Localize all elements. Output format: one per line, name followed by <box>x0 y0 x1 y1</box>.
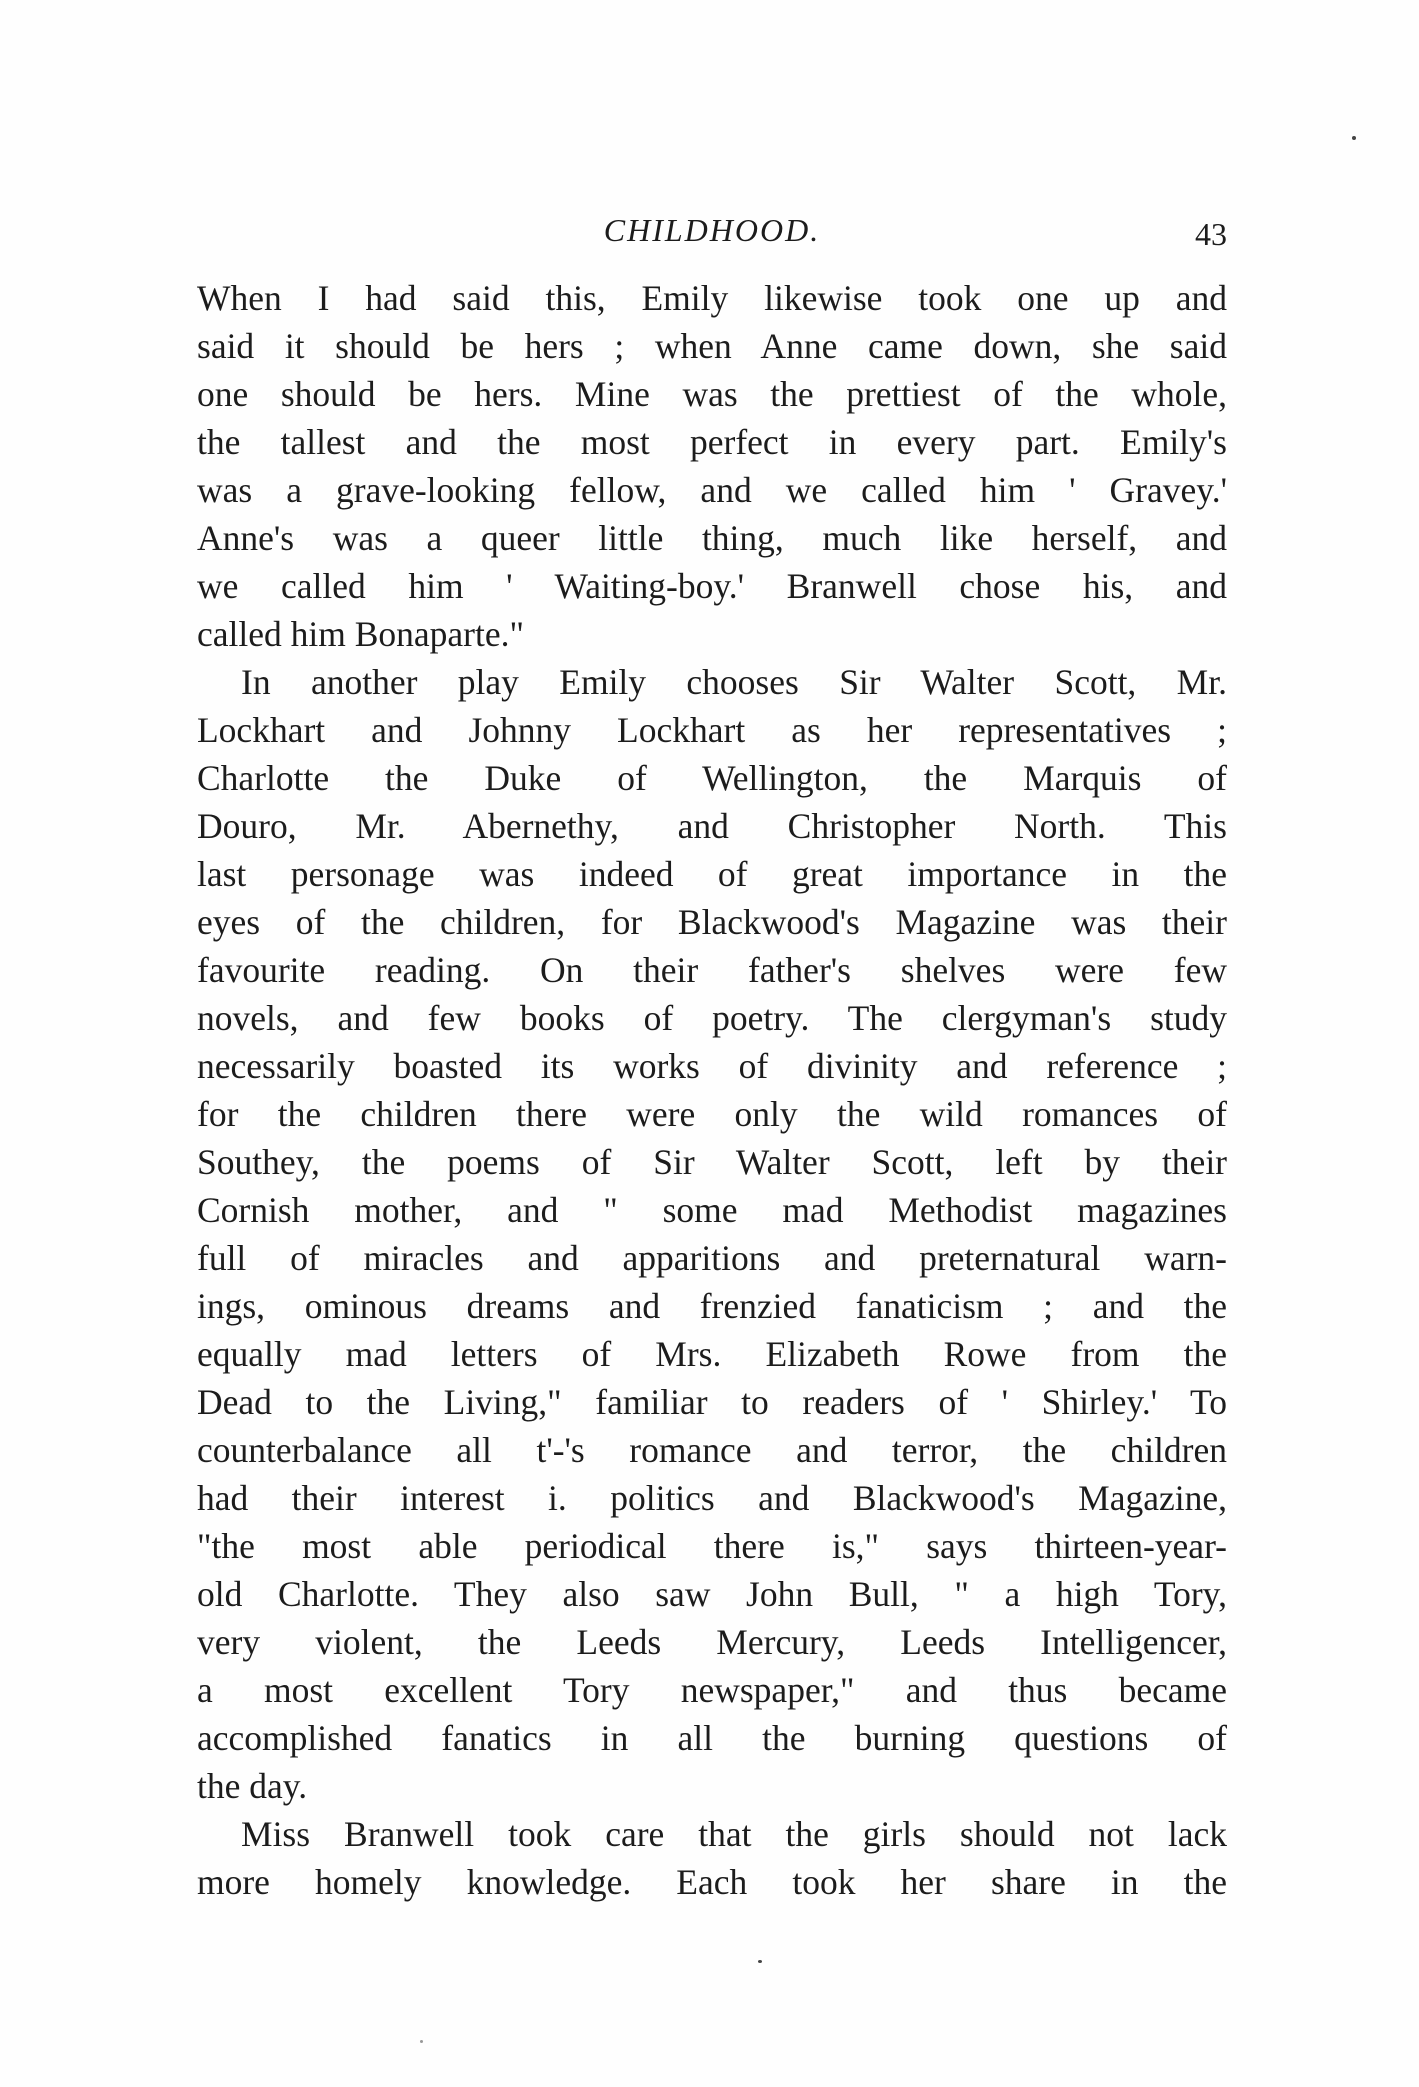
paragraph-3 <box>197 1810 1227 1906</box>
text-line: ings, ominous dreams and frenzied fanaticism ; and the <box>197 1286 1227 1326</box>
text-line: we called him ' Waiting-boy.' Branwell chose his, and <box>197 566 1227 606</box>
running-head <box>197 212 1227 256</box>
text-line: When I had said this, Emily likewise took one up and <box>197 278 1227 318</box>
text-line: very violent, the Leeds Mercury, Leeds Intelligencer, <box>197 1622 1227 1662</box>
text-line: last personage was indeed of great importance in the <box>197 854 1227 894</box>
text-line: a most excellent Tory newspaper," and thus became <box>197 1670 1227 1710</box>
paragraph-1 <box>197 274 1227 658</box>
paragraph-2 <box>197 658 1227 1810</box>
scan-speck <box>1352 136 1356 140</box>
text-line: In another play Emily chooses Sir Walter Scott, Mr. <box>241 662 1227 702</box>
text-line: necessarily boasted its works of divinity and reference ; <box>197 1046 1227 1086</box>
text-line: novels, and few books of poetry. The clergyman's study <box>197 998 1227 1038</box>
text-line: Dead to the Living," familiar to readers of ' Shirley.' To <box>197 1382 1227 1422</box>
text-line: Anne's was a queer little thing, much like herself, and <box>197 518 1227 558</box>
text-line: favourite reading. On their father's shelves were few <box>197 950 1227 990</box>
page-number: 43 <box>1195 216 1227 252</box>
text-line: Miss Branwell took care that the girls should not lack <box>241 1814 1227 1854</box>
text-line: full of miracles and apparitions and preternatural warn- <box>197 1238 1227 1278</box>
text-line: Cornish mother, and " some mad Methodist magazines <box>197 1190 1227 1230</box>
text-line: for the children there were only the wild romances of <box>197 1094 1227 1134</box>
text-line: Charlotte the Duke of Wellington, the Marquis of <box>197 758 1227 798</box>
text-line: counterbalance all t'-'s romance and terror, the children <box>197 1430 1227 1470</box>
text-line: accomplished fanatics in all the burning questions of <box>197 1718 1227 1758</box>
text-line: the day. <box>197 1766 308 1806</box>
text-line: called him Bonaparte." <box>197 614 524 654</box>
text-line: old Charlotte. They also saw John Bull, " a high Tory, <box>197 1574 1227 1614</box>
text-line: more homely knowledge. Each took her share in the <box>197 1862 1227 1902</box>
text-line: had their interest i. politics and Blackwood's Magazine, <box>197 1478 1227 1518</box>
text-line: the tallest and the most perfect in every part. Emily's <box>197 422 1227 462</box>
text-line: Southey, the poems of Sir Walter Scott, left by their <box>197 1142 1227 1182</box>
text-line: equally mad letters of Mrs. Elizabeth Rowe from the <box>197 1334 1227 1374</box>
scan-speck <box>420 2040 423 2043</box>
body-text <box>197 274 1227 1906</box>
text-line: eyes of the children, for Blackwood's Magazine was their <box>197 902 1227 942</box>
text-line: Douro, Mr. Abernethy, and Christopher North. This <box>197 806 1227 846</box>
text-line: Lockhart and Johnny Lockhart as her representatives ; <box>197 710 1227 750</box>
scan-speck <box>758 1960 762 1963</box>
running-title: CHILDHOOD. <box>603 212 821 248</box>
text-line: one should be hers. Mine was the prettiest of the whole, <box>197 374 1227 414</box>
text-line: "the most able periodical there is," says thirteen-year- <box>197 1526 1227 1566</box>
text-line: was a grave-looking fellow, and we called him ' Gravey.' <box>197 470 1227 510</box>
text-line: said it should be hers ; when Anne came down, she said <box>197 326 1227 366</box>
